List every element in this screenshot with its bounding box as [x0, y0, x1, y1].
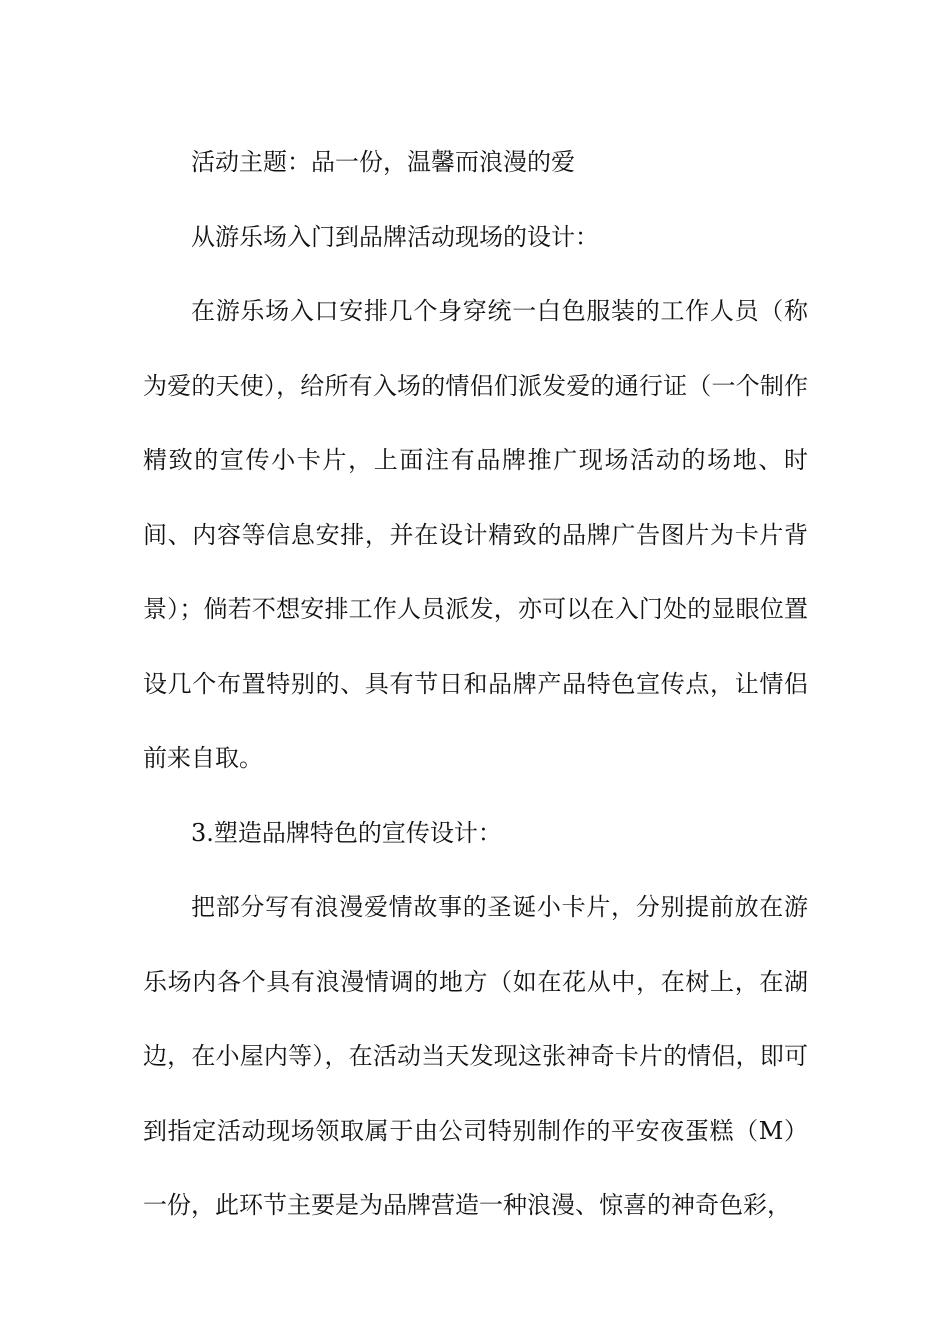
paragraph-activity-theme: 活动主题：品一份，温馨而浪漫的爱 — [191, 148, 575, 176]
paragraph-brand-promo-heading: 3.塑造品牌特色的宣传设计： — [191, 818, 502, 847]
document-body — [143, 125, 808, 1243]
paragraph-entrance-design-body: 在游乐场入口安排几个身穿统一白色服装的工作人员（称为爱的天使），给所有入场的情侣们派发爱的通行证（一个制作精致的宣传小卡片，上面注有品牌推广现场活动的场地、时间、内容等信息安排，并在设计精致的品牌广告图片为卡片背景）；倘若不想安排工作人员派发，亦可以在入门处的显眼位置设几个布置特别的、具有节日和品牌产品特色宣传点，让情侣前来自取。 — [143, 297, 808, 772]
paragraph-entrance-design-heading: 从游乐场入门到品牌活动现场的设计： — [191, 222, 599, 251]
paragraph-brand-promo-body: 把部分写有浪漫爱情故事的圣诞小卡片，分别提前放在游乐场内各个具有浪漫情调的地方（如在花从中，在树上，在湖边，在小屋内等），在活动当天发现这张神奇卡片的情侣，即可到指定活动现场领取属于由公司特别制作的平安夜蛋糕（M）一份，此环节主要是为品牌营造一种浪漫、惊喜的神奇色彩， — [143, 893, 808, 1219]
